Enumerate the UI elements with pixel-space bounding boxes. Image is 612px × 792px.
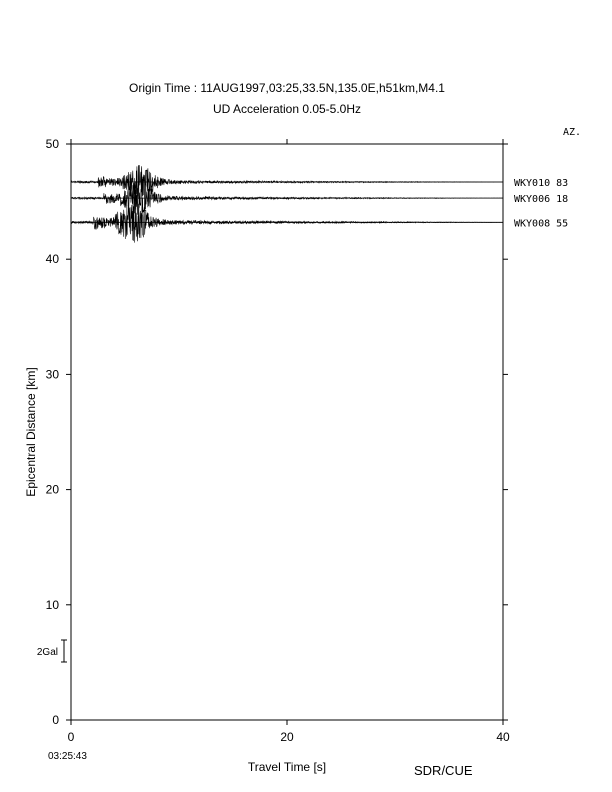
trace-group (71, 165, 503, 243)
x-axis-label: Travel Time [s] (247, 760, 327, 774)
station-label: WKY008 55 (514, 218, 569, 230)
scale-bar-label: 2Gal (36, 647, 58, 658)
x-tick-label: 40 (496, 730, 510, 744)
station-label: WKY010 83 (514, 178, 569, 190)
axis-tick-labels (46, 137, 569, 744)
scale-bar (37, 640, 67, 662)
y-axis-label: Epicentral Distance [km] (24, 367, 38, 497)
azimuth-header: AZ. (563, 127, 582, 138)
y-tick-label: 30 (45, 367, 59, 382)
start-time-label: 03:25:43 (48, 751, 87, 762)
chart-subtitle: UD Acceleration 0.05-5.0Hz (212, 102, 362, 116)
y-tick-label: 20 (45, 482, 59, 497)
plot-frame (71, 144, 503, 720)
x-tick-label: 0 (67, 730, 75, 744)
y-tick-label: 50 (45, 137, 59, 151)
y-tick-label: 10 (45, 597, 59, 612)
y-tick-label: 40 (45, 252, 59, 267)
waveform-wky008 (71, 202, 503, 242)
station-label: WKY006 18 (514, 194, 569, 206)
credit-label: SDR/CUE (414, 763, 473, 778)
y-tick-label: 0 (52, 713, 59, 727)
x-tick-label: 20 (280, 730, 294, 744)
chart-title: Origin Time : 11AUG1997,03:25,33.5N,135.0E,h51km,M4.1 (129, 81, 445, 95)
